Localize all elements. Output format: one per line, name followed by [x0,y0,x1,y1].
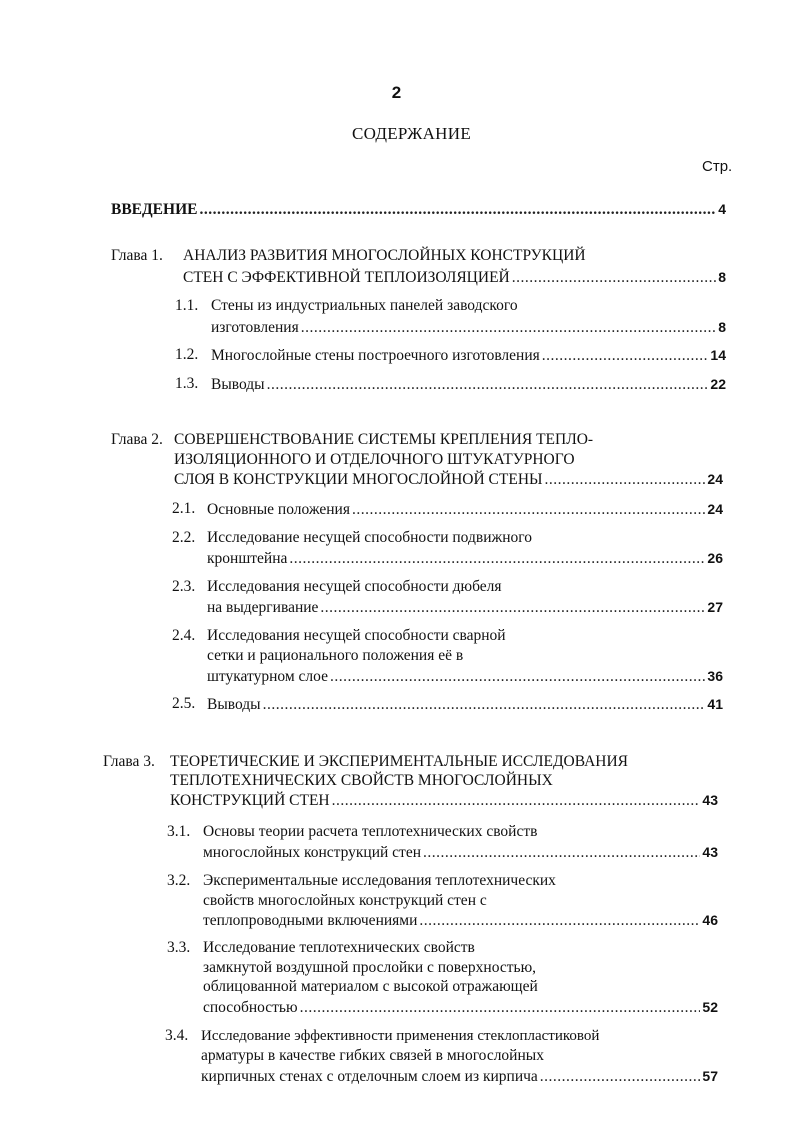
toc-entry-2-1[interactable] [207,499,723,520]
section-title-line: Основные положения [207,501,350,518]
toc-page-number: 52 [702,999,718,1015]
toc-page-number: 26 [707,550,723,566]
section-number: 3.3. [167,939,191,956]
toc-entry-2-3[interactable] [207,597,723,618]
section-title-line: кронштейна [207,550,288,567]
section-number: 1.2. [175,346,199,363]
section-number: 1.1. [175,297,199,314]
toc-entry-2-2[interactable] [207,548,723,569]
section-title-line: кирпичных стенах с отделочным слоем из кирпича [201,1068,538,1085]
section-title-line: Исследование несущей способности подвижного [207,529,532,546]
toc-page-number: 46 [702,912,718,928]
leader-dots [423,843,700,863]
chapter-label: Глава 3. [103,753,155,770]
section-number: 2.2. [172,529,196,546]
toc-entry-1-3[interactable] [211,374,726,395]
chapter-title-line: ТЕОРЕТИЧЕСКИЕ И ЭКСПЕРИМЕНТАЛЬНЫЕ ИССЛЕДОВАНИЯ [170,753,629,770]
section-title-line: Стены из индустриальных панелей заводского [211,297,518,314]
page-number: 2 [391,83,402,102]
section-number: 1.3. [175,375,199,392]
toc-page-number: 41 [707,696,723,712]
section-title-line: замкнутой воздушной прослойки с поверхностью, [203,959,537,976]
section-title-line: штукатурном слое [207,668,328,685]
leader-dots [263,695,706,715]
page-column-label: Стр. [702,158,733,175]
toc-page-number: 14 [710,347,726,363]
toc-entry-3-2[interactable] [203,910,718,931]
section-title-line: теплопроводными включениями [203,912,418,929]
section-title-line: Выводы [211,376,265,393]
leader-dots [199,200,716,220]
toc-page-number: 8 [718,269,726,285]
leader-dots [542,346,709,366]
section-title-line: Исследования несущей способности дюбеля [207,578,502,595]
section-title-line: многослойных конструкций стен [203,844,421,861]
section-title-line: способностью [203,999,298,1016]
section-title-line: Основы теории расчета теплотехнических свойств [203,823,538,840]
toc-entry-intro[interactable] [111,199,726,220]
toc-page-number: 43 [702,792,718,808]
chapter-title-line: СОВЕРШЕНСТВОВАНИЕ СИСТЕМЫ КРЕПЛЕНИЯ ТЕПЛО- [174,431,594,448]
chapter-title-line: КОНСТРУКЦИЙ СТЕН [170,792,330,809]
toc-page-number: 57 [702,1068,718,1084]
section-title-line: Исследование теплотехнических свойств [203,939,475,956]
section-number: 2.4. [172,627,196,644]
leader-dots [267,375,709,395]
chapter-title-line: ИЗОЛЯЦИОННОГО И ОТДЕЛОЧНОГО ШТУКАТУРНОГО [174,451,575,468]
section-title-line: Исследование эффективности применения стеклопластиковой [201,1028,600,1044]
section-title-line: изготовления [211,319,299,336]
toc-entry-2-5[interactable] [207,694,723,715]
section-number: 2.5. [172,695,196,712]
toc-page-number: 43 [702,844,718,860]
toc-page-number: 4 [718,201,726,217]
section-title-line: Исследования несущей способности сварной [207,627,506,644]
toc-entry-text: ВВЕДЕНИЕ [111,201,198,218]
leader-dots [289,549,705,569]
leader-dots [300,998,701,1018]
section-number: 2.3. [172,578,196,595]
chapter-title-line: ТЕПЛОТЕХНИЧЕСКИХ СВОЙСТВ МНОГОСЛОЙНЫХ [170,772,553,789]
toc-entry-1-1[interactable] [211,317,726,338]
section-number: 3.4. [165,1027,189,1044]
toc-entry-2-4[interactable] [207,666,723,687]
section-title-line: Многослойные стены построечного изготовления [211,347,540,364]
toc-entry-3-1[interactable] [203,842,718,863]
chapter-title-line: СЛОЯ В КОНСТРУКЦИИ МНОГОСЛОЙНОЙ СТЕНЫ [174,471,543,488]
toc-page-number: 8 [718,319,726,335]
section-title-line: облицованной материалом с высокой отражающей [203,978,538,995]
section-title-line: Выводы [207,696,261,713]
leader-dots [545,470,706,490]
toc-page-number: 24 [707,501,723,517]
toc-entry-chapter-1[interactable] [183,267,726,288]
chapter-label: Глава 1. [111,247,163,264]
section-title-line: свойств многослойных конструкций стен с [203,892,487,909]
section-title-line: сетки и рационального положения её в [207,647,464,664]
toc-entry-3-4[interactable] [201,1066,718,1087]
leader-dots [419,911,700,931]
leader-dots [330,667,705,687]
section-title-line: Экспериментальные исследования теплотехнических [203,872,556,889]
section-number: 3.1. [167,823,191,840]
chapter-title-line: АНАЛИЗ РАЗВИТИЯ МНОГОСЛОЙНЫХ КОНСТРУКЦИЙ [183,247,586,264]
leader-dots [540,1067,701,1087]
leader-dots [301,318,717,338]
chapter-label: Глава 2. [111,431,163,448]
section-title-line: арматуры в качестве гибких связей в многослойных [201,1047,544,1064]
page-title: СОДЕРЖАНИЕ [351,124,472,143]
toc-entry-1-2[interactable] [211,345,726,366]
leader-dots [320,598,705,618]
toc-page-number: 27 [707,599,723,615]
toc-entry-chapter-2[interactable] [174,469,723,490]
leader-dots [352,500,705,520]
chapter-title-line: СТЕН С ЭФФЕКТИВНОЙ ТЕПЛОИЗОЛЯЦИЕЙ [183,269,510,286]
toc-entry-3-3[interactable] [203,997,718,1018]
leader-dots [512,268,716,288]
leader-dots [332,791,701,811]
toc-page-number: 24 [707,471,723,487]
section-title-line: на выдергивание [207,599,319,616]
toc-entry-chapter-3[interactable] [170,790,718,811]
section-number: 3.2. [167,872,191,889]
toc-page-number: 36 [707,668,723,684]
toc-page-number: 22 [710,376,726,392]
section-number: 2.1. [172,500,196,517]
